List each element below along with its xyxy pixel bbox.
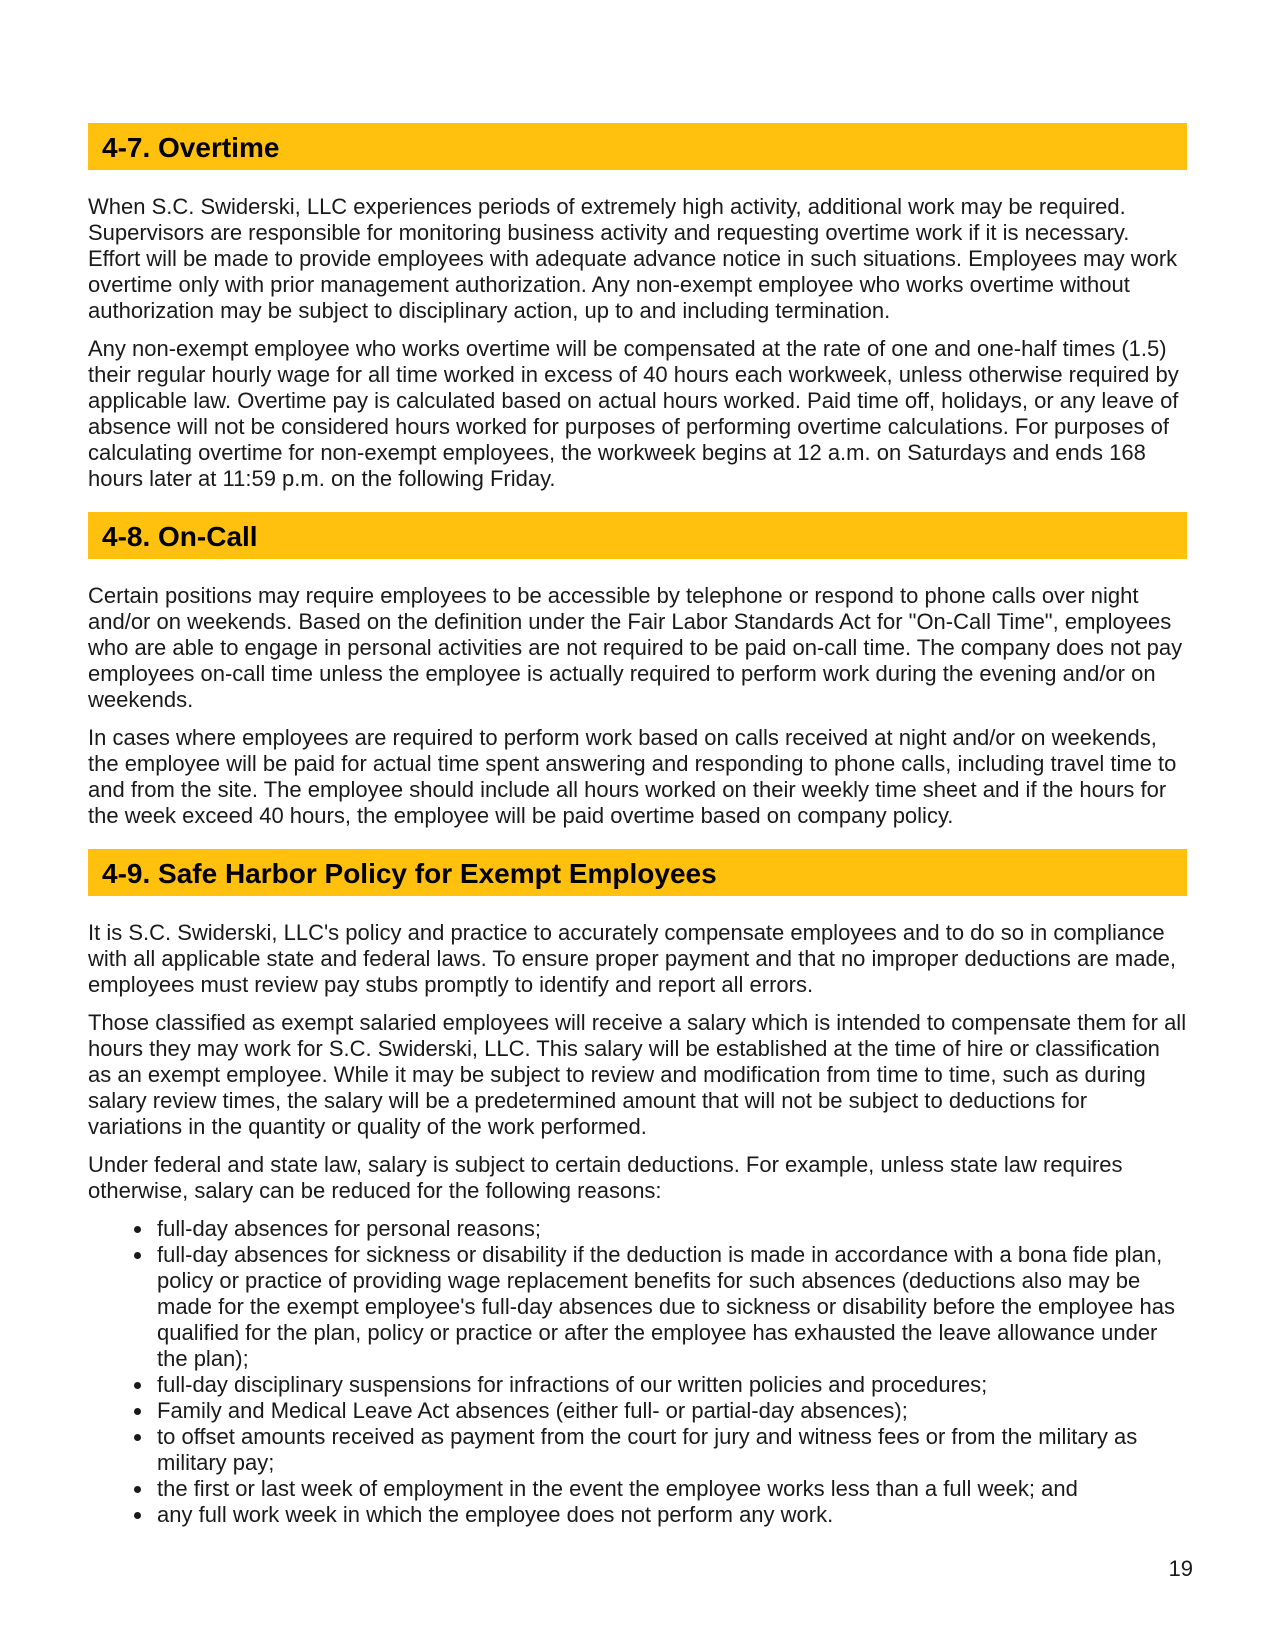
list-item: • full-day disciplinary suspensions for infractions of our written policies and procedures; [154, 1372, 1187, 1398]
list-item: • full-day absences for sickness or disability if the deduction is made in accordance with a bona fide plan, policy or practice of providing wage replacement benefits for such absences (deductions also may be made for the exempt employee's full-day absences due to sickness or disability before the employee has qualified for the plan, policy or practice or after the employee has exhausted the leave allowance under the plan); [154, 1242, 1187, 1372]
salary-deduction-reasons-list [134, 1216, 1187, 1528]
paragraph: Certain positions may require employees to be accessible by telephone or respond to phone calls over night and/or on weekends. Based on the definition under the Fair Labor Standards Act for "On-Call Time", employees who are able to engage in personal activities are not required to be paid on-call time. The company does not pay employees on-call time unless the employee is actually required to perform work during the evening and/or on weekends. [88, 583, 1183, 712]
section-overtime [88, 123, 1187, 492]
page-number: 19 [1168, 1556, 1193, 1581]
section-title-text: 4-7. Overtime [102, 131, 280, 163]
section-on-call [88, 512, 1187, 829]
section-header-bar [88, 849, 1187, 896]
section-safe-harbor-policy [88, 849, 1187, 1528]
list-item: • full-day absences for personal reasons; [154, 1216, 1187, 1242]
paragraph: It is S.C. Swiderski, LLC's policy and practice to accurately compensate employees and to do so in compliance with all applicable state and federal laws. To ensure proper payment and that no improper deductions are made, employees must review pay stubs promptly to identify and report all errors. [88, 920, 1177, 997]
paragraph: When S.C. Swiderski, LLC experiences periods of extremely high activity, additional work may be required. Supervisors are responsible for monitoring business activity and requesting overtime work if it is necessary. Effort will be made to provide employees with adequate advance notice in such situations. Employees may work overtime only with prior management authorization. Any non-exempt employee who works overtime without authorization may be subject to disciplinary action, up to and including termination. [88, 194, 1178, 323]
list-item: • to offset amounts received as payment from the court for jury and witness fees or from the military as military pay; [154, 1424, 1187, 1476]
section-header-bar [88, 123, 1187, 170]
paragraph: Any non-exempt employee who works overtime will be compensated at the rate of one and one-half times (1.5) their regular hourly wage for all time worked in excess of 40 hours each workweek, unless otherwise required by applicable law. Overtime pay is calculated based on actual hours worked. Paid time off, holidays, or any leave of absence will not be considered hours worked for purposes of performing overtime calculations. For purposes of calculating overtime for non-exempt employees, the workweek begins at 12 a.m. on Saturdays and ends 168 hours later at 11:59 p.m. on the following Friday. [88, 336, 1179, 491]
paragraph: In cases where employees are required to perform work based on calls received at night and/or on weekends, the employee will be paid for actual time spent answering and responding to phone calls, including travel time to and from the site. The employee should include all hours worked on their weekly time sheet and if the hours for the week exceed 40 hours, the employee will be paid overtime based on company policy. [88, 725, 1177, 828]
section-title-text: 4-9. Safe Harbor Policy for Exempt Employees [102, 857, 717, 889]
list-item: • the first or last week of employment in the event the employee works less than a full week; and [154, 1476, 1187, 1502]
paragraph: Under federal and state law, salary is subject to certain deductions. For example, unless state law requires otherwise, salary can be reduced for the following reasons: [88, 1152, 1123, 1203]
paragraph: Those classified as exempt salaried employees will receive a salary which is intended to compensate them for all hours they may work for S.C. Swiderski, LLC. This salary will be established at the time of hire or classification as an exempt employee. While it may be subject to review and modification from time to time, such as during salary review times, the salary will be a predetermined amount that will not be subject to deductions for variations in the quantity or quality of the work performed. [88, 1010, 1187, 1139]
list-item: • Family and Medical Leave Act absences (either full- or partial-day absences); [154, 1398, 1187, 1424]
section-title-text: 4-8. On-Call [102, 520, 258, 552]
list-item: • any full work week in which the employee does not perform any work. [154, 1502, 1187, 1528]
section-header-bar [88, 512, 1187, 559]
